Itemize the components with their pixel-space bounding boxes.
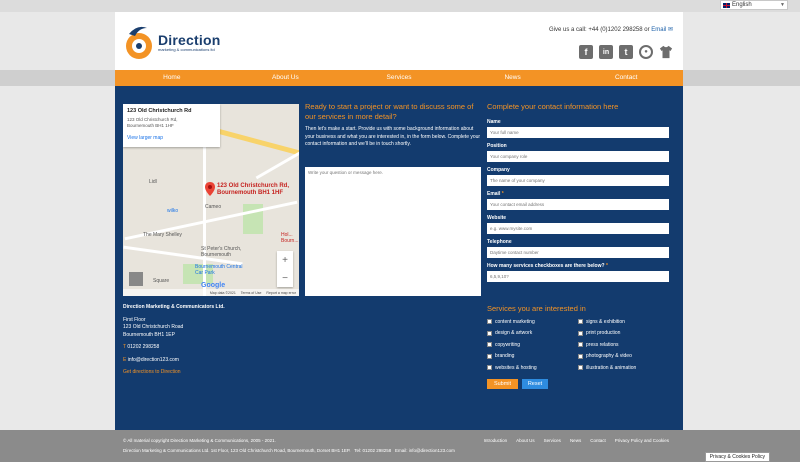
main-content — [115, 86, 683, 430]
nav-services[interactable]: Services — [386, 74, 412, 81]
linkedin-icon[interactable]: in — [599, 45, 613, 59]
contact-form — [487, 102, 669, 282]
footer-link-news[interactable]: News — [569, 438, 582, 443]
google-map[interactable] — [123, 104, 299, 296]
checkbox[interactable] — [578, 342, 583, 347]
get-directions-link[interactable]: Get directions to Direction — [123, 369, 181, 375]
pitch-section — [305, 102, 481, 149]
services-heading: Services you are interested in — [487, 304, 586, 313]
telephone-field-group — [487, 239, 669, 258]
map-data-text: Map data ©2021 — [209, 290, 236, 295]
name-label: Name — [487, 119, 501, 125]
map-zoom-controls — [277, 251, 293, 287]
footer-links — [484, 438, 669, 443]
position-label: Position — [487, 143, 507, 149]
website-input[interactable] — [487, 223, 669, 234]
top-bar — [0, 0, 800, 12]
map-label: St Peter's Church, Bournemouth — [201, 246, 242, 258]
map-card-address: 123 Old Christchurch Rd, Bournemouth BH1 1HF — [127, 117, 178, 128]
footer — [0, 430, 800, 462]
service-checkbox[interactable]: press relations — [578, 341, 669, 349]
zoom-in-button[interactable]: + — [282, 254, 288, 266]
terms-link[interactable]: Terms of Use — [240, 290, 262, 295]
service-checkbox[interactable]: photography & video — [578, 353, 669, 361]
map-road — [256, 152, 299, 180]
street-view-icon[interactable] — [129, 272, 143, 286]
header — [115, 12, 683, 70]
service-checkbox[interactable]: illustration & animation — [578, 364, 669, 372]
email-label: Email * — [487, 191, 504, 197]
company-phone: T 01202 298258 — [123, 344, 160, 350]
map-label: wilko — [167, 208, 179, 214]
copyright-text: © All material copyright Direction Marketing & Communications, 2005 - 2021. — [123, 438, 276, 443]
company-contact — [123, 304, 303, 377]
services-section — [487, 304, 669, 389]
chevron-down-icon: ▼ — [780, 2, 785, 8]
captcha-label: How many services checkboxes are there below? * — [487, 263, 608, 269]
envelope-icon: ✉ — [667, 27, 673, 33]
footer-link-about-us[interactable]: About Us — [516, 438, 535, 443]
website-field-group — [487, 215, 669, 234]
map-footer — [123, 289, 299, 296]
service-checkbox[interactable]: signs & exhibition — [578, 318, 669, 326]
logo-tagline: marketing & communications ltd — [158, 47, 215, 52]
nav-about-us[interactable]: About Us — [272, 74, 299, 81]
service-checkbox[interactable]: copywriting — [487, 341, 578, 349]
map-info-card — [123, 104, 220, 147]
view-larger-map-link[interactable]: View larger map — [127, 135, 164, 141]
website-label: Website — [487, 215, 507, 221]
logo-mark-icon — [123, 22, 155, 62]
footer-link-introduction[interactable]: Introduction — [483, 438, 508, 443]
telephone-input[interactable] — [487, 247, 669, 258]
instagram-icon[interactable]: ● — [639, 45, 653, 59]
checkbox[interactable] — [487, 319, 492, 324]
map-label: The Mary Shelley — [143, 232, 182, 238]
company-email[interactable]: E info@direction123.com — [123, 356, 179, 363]
position-field-group — [487, 143, 669, 162]
footer-link-services[interactable]: Services — [543, 438, 561, 443]
company-label: Company — [487, 167, 510, 173]
pitch-heading: Ready to start a project or want to discuss some of our services in more detail? — [305, 102, 474, 121]
checkbox[interactable] — [578, 319, 583, 324]
facebook-icon[interactable]: f — [579, 45, 593, 59]
map-label: Cameo — [205, 204, 222, 210]
logo[interactable] — [123, 22, 220, 62]
call-info — [549, 26, 673, 33]
service-checkbox[interactable]: print production — [578, 330, 669, 338]
map-pin-label: 123 Old Christchurch Rd, Bournemouth BH1 1HF — [217, 183, 290, 196]
email-link[interactable]: Email — [651, 27, 667, 33]
checkbox[interactable] — [487, 354, 492, 359]
nav-home[interactable]: Home — [163, 74, 181, 81]
language-select[interactable] — [720, 0, 788, 10]
checkbox[interactable] — [487, 331, 492, 336]
pitch-body: Then let's make a start. Provide us with some background information about your business and what you are interested in, in the form below. Complete your contact information and we'll be in touch shortly. — [305, 126, 481, 147]
twitter-icon[interactable]: t — [619, 45, 633, 59]
service-checkbox[interactable]: content marketing — [487, 318, 578, 326]
company-input[interactable] — [487, 175, 669, 186]
map-pin-icon — [205, 182, 215, 196]
checkbox[interactable] — [578, 354, 583, 359]
captcha-field-group — [487, 263, 669, 282]
service-checkbox[interactable]: design & artwork — [487, 330, 578, 338]
privacy-cookies-button[interactable]: Privacy & Cookies Policy — [705, 452, 770, 462]
logo-name: Direction — [158, 32, 221, 48]
form-buttons — [487, 379, 669, 389]
tshirt-icon[interactable] — [659, 45, 673, 59]
zoom-out-button[interactable]: − — [282, 272, 288, 284]
map-card-title: 123 Old Christchurch Rd — [127, 108, 192, 114]
email-field-group — [487, 191, 669, 210]
main-nav — [115, 70, 683, 86]
footer-link-privacy[interactable]: Privacy Policy and Cookies — [614, 438, 669, 443]
map-label: Hol... Bourn... — [281, 232, 299, 244]
captcha-input[interactable] — [487, 271, 669, 282]
required-marker: * — [605, 263, 608, 269]
nav-news[interactable]: News — [504, 74, 521, 81]
social-links — [579, 45, 673, 59]
call-text: Give us a call: +44 (0)1202 298258 or — [549, 27, 650, 33]
map-label: Square — [153, 278, 170, 284]
service-checkbox[interactable]: websites & hosting — [487, 364, 578, 372]
telephone-label: Telephone — [487, 239, 512, 245]
required-marker: * — [501, 191, 504, 197]
name-input[interactable] — [487, 127, 669, 138]
service-checkbox[interactable]: branding — [487, 353, 578, 361]
language-label: English — [732, 2, 752, 8]
position-input[interactable] — [487, 151, 669, 162]
nav-contact[interactable]: Contact — [614, 74, 638, 81]
checkbox[interactable] — [487, 365, 492, 370]
checkbox[interactable] — [487, 342, 492, 347]
services-checkboxes — [487, 318, 669, 372]
reset-button[interactable]: Reset — [522, 379, 548, 389]
message-textarea[interactable] — [305, 167, 481, 296]
uk-flag-icon — [723, 3, 730, 8]
google-logo: Google — [201, 282, 226, 289]
company-name: Direction Marketing & Communicators Ltd. — [123, 304, 225, 310]
company-address: First Floor 123 Old Christchurch Road Bournemouth BH1 1EP — [123, 316, 184, 338]
map-label: Bournemouth Central Car Park — [195, 264, 243, 276]
company-field-group — [487, 167, 669, 186]
email-input[interactable] — [487, 199, 669, 210]
footer-address: Direction Marketing & Communications Ltd. 1st Floor, 123 Old Christchurch Road, Bournemouth, Dorset BH1 1EP. Tel: 01202 298258 Email: info@direction123.com — [123, 448, 455, 453]
name-field-group — [487, 119, 669, 138]
checkbox[interactable] — [578, 365, 583, 370]
submit-button[interactable]: Submit — [487, 379, 518, 389]
footer-link-contact[interactable]: Contact — [590, 438, 606, 443]
map-label: Lidl — [149, 179, 157, 185]
form-heading: Complete your contact information here — [487, 102, 619, 111]
checkbox[interactable] — [578, 331, 583, 336]
report-error-link[interactable]: Report a map error — [266, 290, 296, 295]
